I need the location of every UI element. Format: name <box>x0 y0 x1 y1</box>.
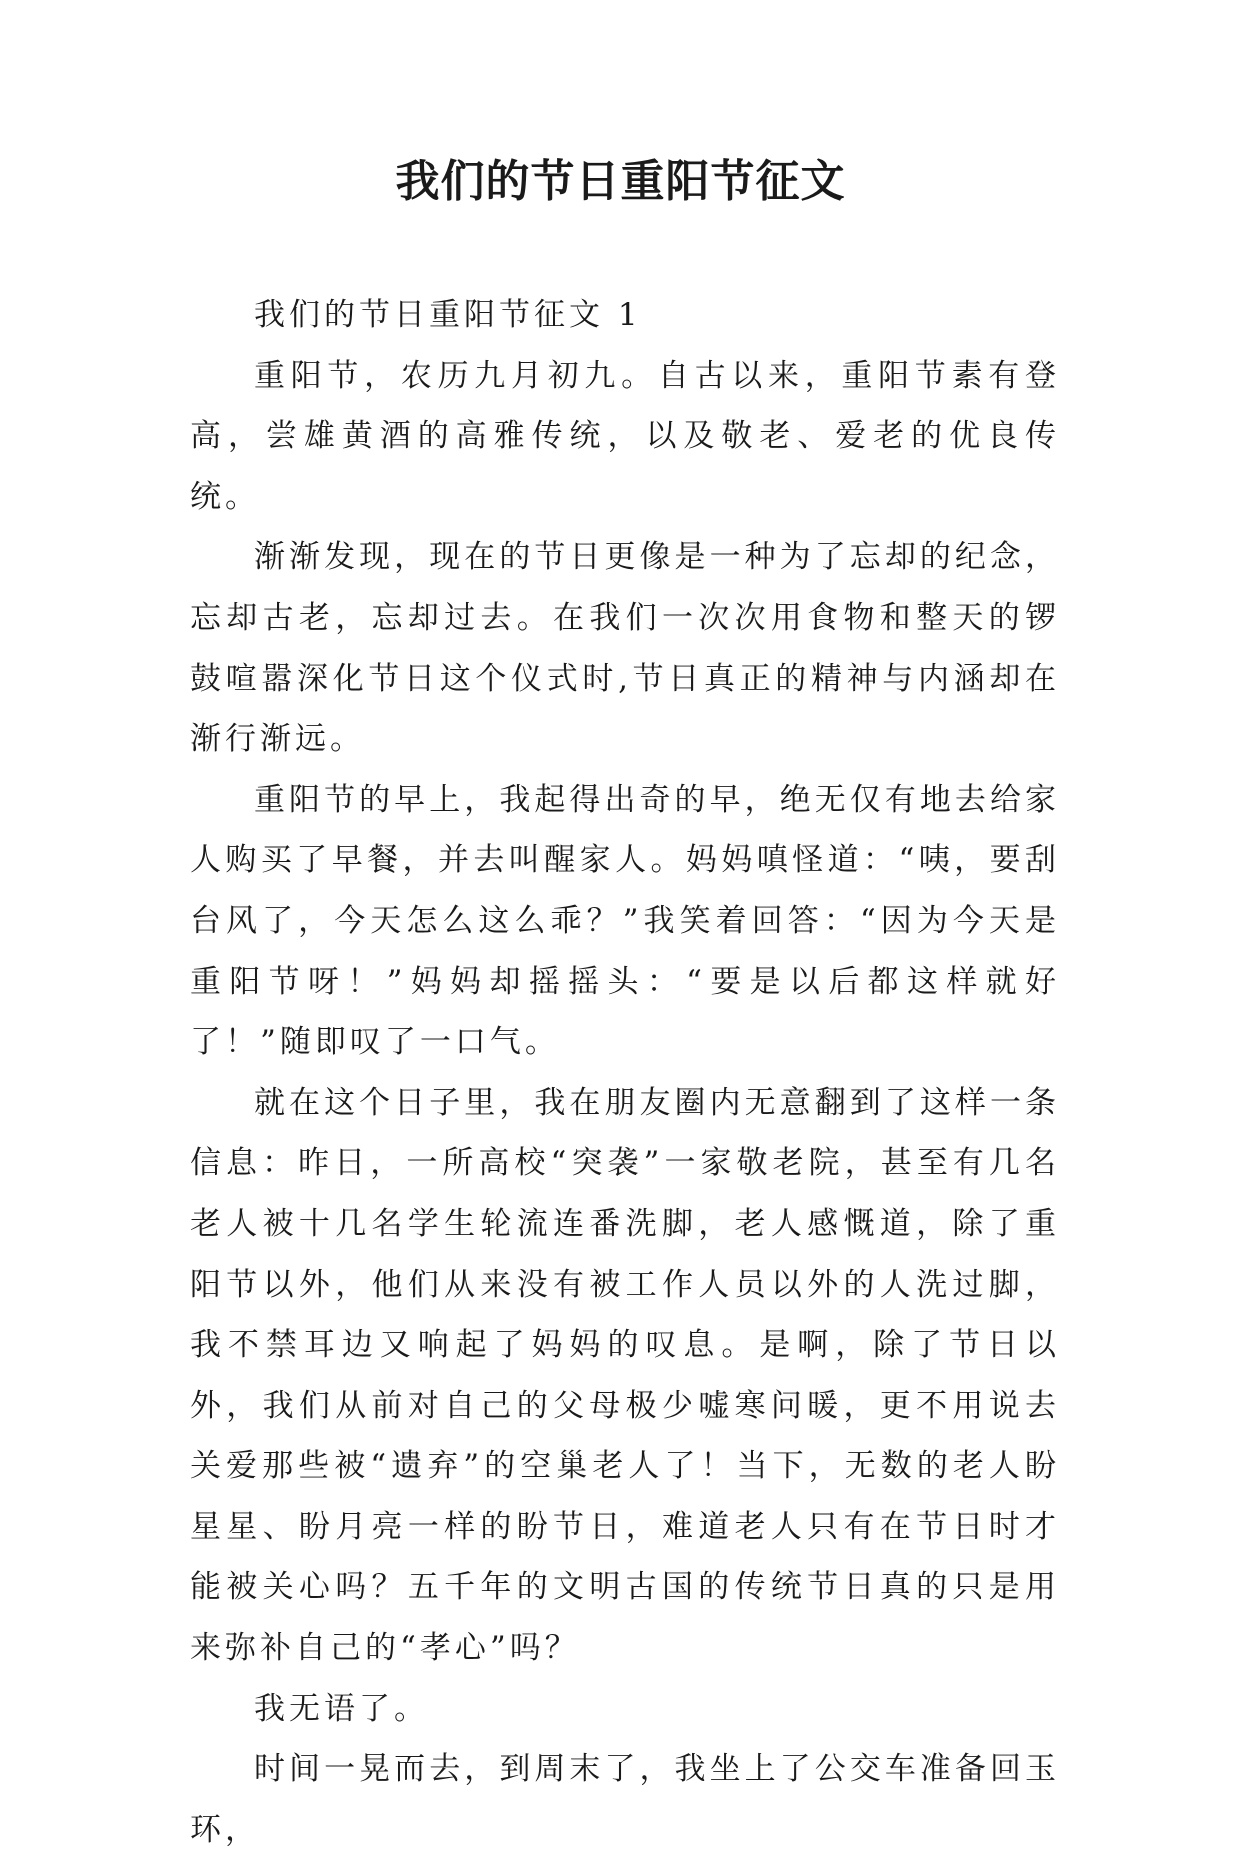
document-title: 我们的节日重阳节征文 <box>395 156 846 207</box>
paragraph: 就在这个日子里，我在朋友圈内无意翻到了这样一条信息：昨日，一所高校“突袭”一家敬老院，甚至有几名老人被十几名学生轮流连番洗脚，老人感慨道，除了重阳节以外，他们从来没有被工作人员以外的人洗过脚，我不禁耳边又响起了妈妈的叹息。是啊，除了节日以外，我们从前对自己的父母极少嘘寒问暖，更不用说去关爱那些被“遗弃”的空巢老人了！当下，无数的老人盼星星、盼月亮一样的盼节日，难道老人只有在节日时才能被关心吗？五千年的文明古国的传统节日真的只是用来弥补自己的“孝心”吗？ <box>190 1084 1060 1667</box>
paragraph: 重阳节，农历九月初九。自古以来，重阳节素有登高，尝雄黄酒的高雅传统，以及敬老、爱老的优良传统。 <box>190 357 1060 515</box>
paragraph: 渐渐发现，现在的节日更像是一种为了忘却的纪念，忘却古老，忘却过去。在我们一次次用食物和整天的锣鼓喧嚣深化节日这个仪式时,节日真正的精神与内涵却在渐行渐远。 <box>190 539 1060 758</box>
document-body <box>190 285 1060 1860</box>
paragraph: 重阳节的早上，我起得出奇的早，绝无仅有地去给家人购买了早餐，并去叫醒家人。妈妈嗔怪道：“咦，要刮台风了，今天怎么这么乖？”我笑着回答：“因为今天是重阳节呀！”妈妈却摇摇头：“要是以后都这样就好了！”随即叹了一口气。 <box>190 781 1060 1061</box>
paragraph: 时间一晃而去，到周末了，我坐上了公交车准备回玉环， <box>190 1751 1060 1848</box>
section-heading: 我们的节日重阳节征文 1 <box>254 297 642 333</box>
paragraph: 我无语了。 <box>254 1690 429 1727</box>
